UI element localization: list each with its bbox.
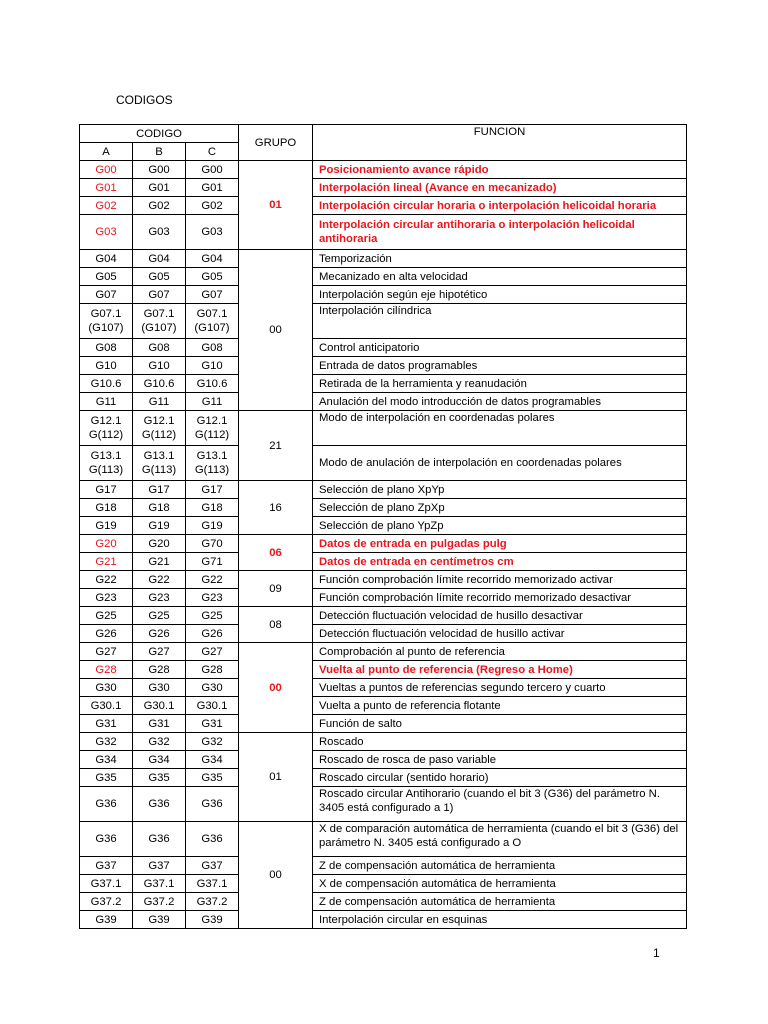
function-cell: Retirada de la herramienta y reanudación	[313, 375, 687, 393]
function-cell: Vuelta al punto de referencia (Regreso a Home)	[313, 661, 687, 679]
header-b: B	[133, 143, 186, 161]
code-c: G37.2	[186, 893, 239, 911]
function-cell: Interpolación cilíndrica	[313, 304, 687, 339]
function-cell: Interpolación circular horaria o interpolación helicoidal horaria	[313, 197, 687, 215]
code-c: G35	[186, 769, 239, 787]
code-b: G10.6	[133, 375, 186, 393]
code-a: G22	[80, 571, 133, 589]
function-cell: Roscado circular Antihorario (cuando el bit 3 (G36) del parámetro N. 3405 está configurado a 1)	[313, 787, 687, 822]
group-cell: 00	[239, 250, 313, 411]
code-c: G22	[186, 571, 239, 589]
group-cell: 06	[239, 535, 313, 571]
table-row	[80, 625, 687, 643]
code-a: G23	[80, 589, 133, 607]
code-c: G28	[186, 661, 239, 679]
code-b: G19	[133, 517, 186, 535]
function-cell: Roscado circular (sentido horario)	[313, 769, 687, 787]
code-b: G17	[133, 481, 186, 499]
code-a: G37	[80, 857, 133, 875]
code-b: G30	[133, 679, 186, 697]
code-b: G08	[133, 339, 186, 357]
function-cell: Comprobación al punto de referencia	[313, 643, 687, 661]
table-row	[80, 481, 687, 499]
code-c: G10.6	[186, 375, 239, 393]
code-a: G20	[80, 535, 133, 553]
group-cell: 08	[239, 607, 313, 643]
function-cell: Vueltas a puntos de referencias segundo tercero y cuarto	[313, 679, 687, 697]
code-c: G04	[186, 250, 239, 268]
code-a: G27	[80, 643, 133, 661]
table-row	[80, 697, 687, 715]
table-row	[80, 215, 687, 250]
header-c: C	[186, 143, 239, 161]
code-b: G07.1 (G107)	[133, 304, 186, 339]
code-c: G17	[186, 481, 239, 499]
code-a: G26	[80, 625, 133, 643]
code-b: G36	[133, 822, 186, 857]
header-funcion: FUNCION	[313, 125, 687, 161]
header-codigo: CODIGO	[80, 125, 239, 143]
code-a: G08	[80, 339, 133, 357]
code-b: G37.1	[133, 875, 186, 893]
table-row	[80, 339, 687, 357]
code-c: G01	[186, 179, 239, 197]
code-b: G25	[133, 607, 186, 625]
table-row	[80, 446, 687, 481]
table-row	[80, 499, 687, 517]
code-c: G25	[186, 607, 239, 625]
table-row	[80, 661, 687, 679]
code-a: G34	[80, 751, 133, 769]
page-title: CODIGOS	[116, 93, 173, 107]
table-row	[80, 535, 687, 553]
code-a: G17	[80, 481, 133, 499]
code-a: G37.1	[80, 875, 133, 893]
table-row	[80, 161, 687, 179]
table-row	[80, 751, 687, 769]
code-c: G19	[186, 517, 239, 535]
code-b: G03	[133, 215, 186, 250]
function-cell: X de compensación automática de herramienta	[313, 875, 687, 893]
function-cell: X de comparación automática de herramienta (cuando el bit 3 (G36) del parámetro N. 3405 está configurado a O	[313, 822, 687, 857]
function-cell: Posicionamiento avance rápido	[313, 161, 687, 179]
code-b: G00	[133, 161, 186, 179]
table-row	[80, 375, 687, 393]
code-c: G36	[186, 787, 239, 822]
table-row	[80, 733, 687, 751]
code-c: G34	[186, 751, 239, 769]
table-row	[80, 179, 687, 197]
code-b: G13.1 G(113)	[133, 446, 186, 481]
code-c: G30.1	[186, 697, 239, 715]
function-cell: Selección de plano YpZp	[313, 517, 687, 535]
code-a: G37.2	[80, 893, 133, 911]
table-row	[80, 286, 687, 304]
code-c: G18	[186, 499, 239, 517]
code-a: G30.1	[80, 697, 133, 715]
function-cell: Anulación del modo introducción de datos programables	[313, 393, 687, 411]
code-c: G02	[186, 197, 239, 215]
code-c: G03	[186, 215, 239, 250]
group-cell: 21	[239, 411, 313, 481]
code-c: G07	[186, 286, 239, 304]
function-cell: Selección de plano XpYp	[313, 481, 687, 499]
table-row	[80, 589, 687, 607]
function-cell: Interpolación circular antihoraria o interpolación helicoidal antihoraria	[313, 215, 687, 250]
code-a: G13.1 G(113)	[80, 446, 133, 481]
table-row	[80, 517, 687, 535]
code-b: G02	[133, 197, 186, 215]
group-cell: 00	[239, 643, 313, 733]
table-row	[80, 787, 687, 822]
table-row	[80, 411, 687, 446]
code-a: G12.1 G(112)	[80, 411, 133, 446]
code-a: G18	[80, 499, 133, 517]
code-b: G27	[133, 643, 186, 661]
code-b: G05	[133, 268, 186, 286]
code-c: G70	[186, 535, 239, 553]
code-c: G26	[186, 625, 239, 643]
table-row	[80, 911, 687, 929]
code-c: G37	[186, 857, 239, 875]
code-c: G32	[186, 733, 239, 751]
code-c: G05	[186, 268, 239, 286]
g-code-table	[79, 124, 687, 929]
code-a: G01	[80, 179, 133, 197]
function-cell: Datos de entrada en pulgadas pulg	[313, 535, 687, 553]
function-cell: Temporización	[313, 250, 687, 268]
table-row	[80, 250, 687, 268]
table-row	[80, 715, 687, 733]
function-cell: Interpolación lineal (Avance en mecanizado)	[313, 179, 687, 197]
function-cell: Mecanizado en alta velocidad	[313, 268, 687, 286]
function-cell: Función comprobación límite recorrido memorizado activar	[313, 571, 687, 589]
function-cell: Datos de entrada en centímetros cm	[313, 553, 687, 571]
code-b: G30.1	[133, 697, 186, 715]
table-row	[80, 769, 687, 787]
code-b: G18	[133, 499, 186, 517]
code-a: G10.6	[80, 375, 133, 393]
code-b: G04	[133, 250, 186, 268]
code-c: G13.1 G(113)	[186, 446, 239, 481]
code-a: G30	[80, 679, 133, 697]
table-row	[80, 197, 687, 215]
code-a: G10	[80, 357, 133, 375]
table-row	[80, 643, 687, 661]
function-cell: Interpolación circular en esquinas	[313, 911, 687, 929]
function-cell: Roscado de rosca de paso variable	[313, 751, 687, 769]
code-b: G07	[133, 286, 186, 304]
function-cell: Modo de interpolación en coordenadas polares	[313, 411, 687, 446]
code-a: G31	[80, 715, 133, 733]
function-cell: Entrada de datos programables	[313, 357, 687, 375]
code-a: G02	[80, 197, 133, 215]
code-c: G07.1 (G107)	[186, 304, 239, 339]
code-c: G27	[186, 643, 239, 661]
code-b: G37	[133, 857, 186, 875]
code-a: G03	[80, 215, 133, 250]
function-cell: Selección de plano ZpXp	[313, 499, 687, 517]
code-b: G22	[133, 571, 186, 589]
code-c: G37.1	[186, 875, 239, 893]
function-cell: Detección fluctuación velocidad de husillo desactivar	[313, 607, 687, 625]
group-cell: 01	[239, 733, 313, 822]
function-cell: Roscado	[313, 733, 687, 751]
code-a: G28	[80, 661, 133, 679]
function-cell: Función de salto	[313, 715, 687, 733]
code-c: G11	[186, 393, 239, 411]
code-b: G36	[133, 787, 186, 822]
code-b: G32	[133, 733, 186, 751]
function-cell: Modo de anulación de interpolación en coordenadas polares	[313, 446, 687, 481]
code-b: G11	[133, 393, 186, 411]
table-row	[80, 553, 687, 571]
table-row	[80, 304, 687, 339]
code-c: G00	[186, 161, 239, 179]
code-a: G25	[80, 607, 133, 625]
code-b: G28	[133, 661, 186, 679]
code-a: G00	[80, 161, 133, 179]
code-b: G01	[133, 179, 186, 197]
function-cell: Vuelta a punto de referencia flotante	[313, 697, 687, 715]
function-cell: Función comprobación límite recorrido memorizado desactivar	[313, 589, 687, 607]
table-row	[80, 571, 687, 589]
code-b: G10	[133, 357, 186, 375]
code-c: G36	[186, 822, 239, 857]
code-b: G21	[133, 553, 186, 571]
code-a: G36	[80, 822, 133, 857]
code-a: G21	[80, 553, 133, 571]
table-row	[80, 393, 687, 411]
code-a: G11	[80, 393, 133, 411]
function-cell: Z de compensación automática de herramienta	[313, 857, 687, 875]
group-cell: 01	[239, 161, 313, 250]
code-a: G19	[80, 517, 133, 535]
code-a: G39	[80, 911, 133, 929]
code-b: G37.2	[133, 893, 186, 911]
table-row	[80, 822, 687, 857]
code-c: G30	[186, 679, 239, 697]
code-b: G12.1 G(112)	[133, 411, 186, 446]
code-b: G20	[133, 535, 186, 553]
code-a: G05	[80, 268, 133, 286]
table-row	[80, 893, 687, 911]
code-b: G34	[133, 751, 186, 769]
code-c: G39	[186, 911, 239, 929]
code-b: G26	[133, 625, 186, 643]
table-row	[80, 857, 687, 875]
function-cell: Control anticipatorio	[313, 339, 687, 357]
code-a: G32	[80, 733, 133, 751]
function-cell: Detección fluctuación velocidad de husillo activar	[313, 625, 687, 643]
page-number: 1	[653, 946, 660, 960]
table-row	[80, 607, 687, 625]
code-b: G39	[133, 911, 186, 929]
code-a: G07.1 (G107)	[80, 304, 133, 339]
code-a: G35	[80, 769, 133, 787]
function-cell: Z de compensación automática de herramienta	[313, 893, 687, 911]
table-row	[80, 268, 687, 286]
group-cell: 16	[239, 481, 313, 535]
code-c: G31	[186, 715, 239, 733]
table-row	[80, 875, 687, 893]
header-a: A	[80, 143, 133, 161]
table-row	[80, 679, 687, 697]
group-cell: 09	[239, 571, 313, 607]
code-c: G71	[186, 553, 239, 571]
code-c: G10	[186, 357, 239, 375]
code-c: G08	[186, 339, 239, 357]
group-cell: 00	[239, 822, 313, 929]
header-grupo: GRUPO	[239, 125, 313, 161]
code-a: G07	[80, 286, 133, 304]
code-c: G23	[186, 589, 239, 607]
table-row	[80, 357, 687, 375]
code-a: G04	[80, 250, 133, 268]
code-b: G35	[133, 769, 186, 787]
code-b: G31	[133, 715, 186, 733]
code-b: G23	[133, 589, 186, 607]
code-a: G36	[80, 787, 133, 822]
function-cell: Interpolación según eje hipotético	[313, 286, 687, 304]
code-c: G12.1 G(112)	[186, 411, 239, 446]
